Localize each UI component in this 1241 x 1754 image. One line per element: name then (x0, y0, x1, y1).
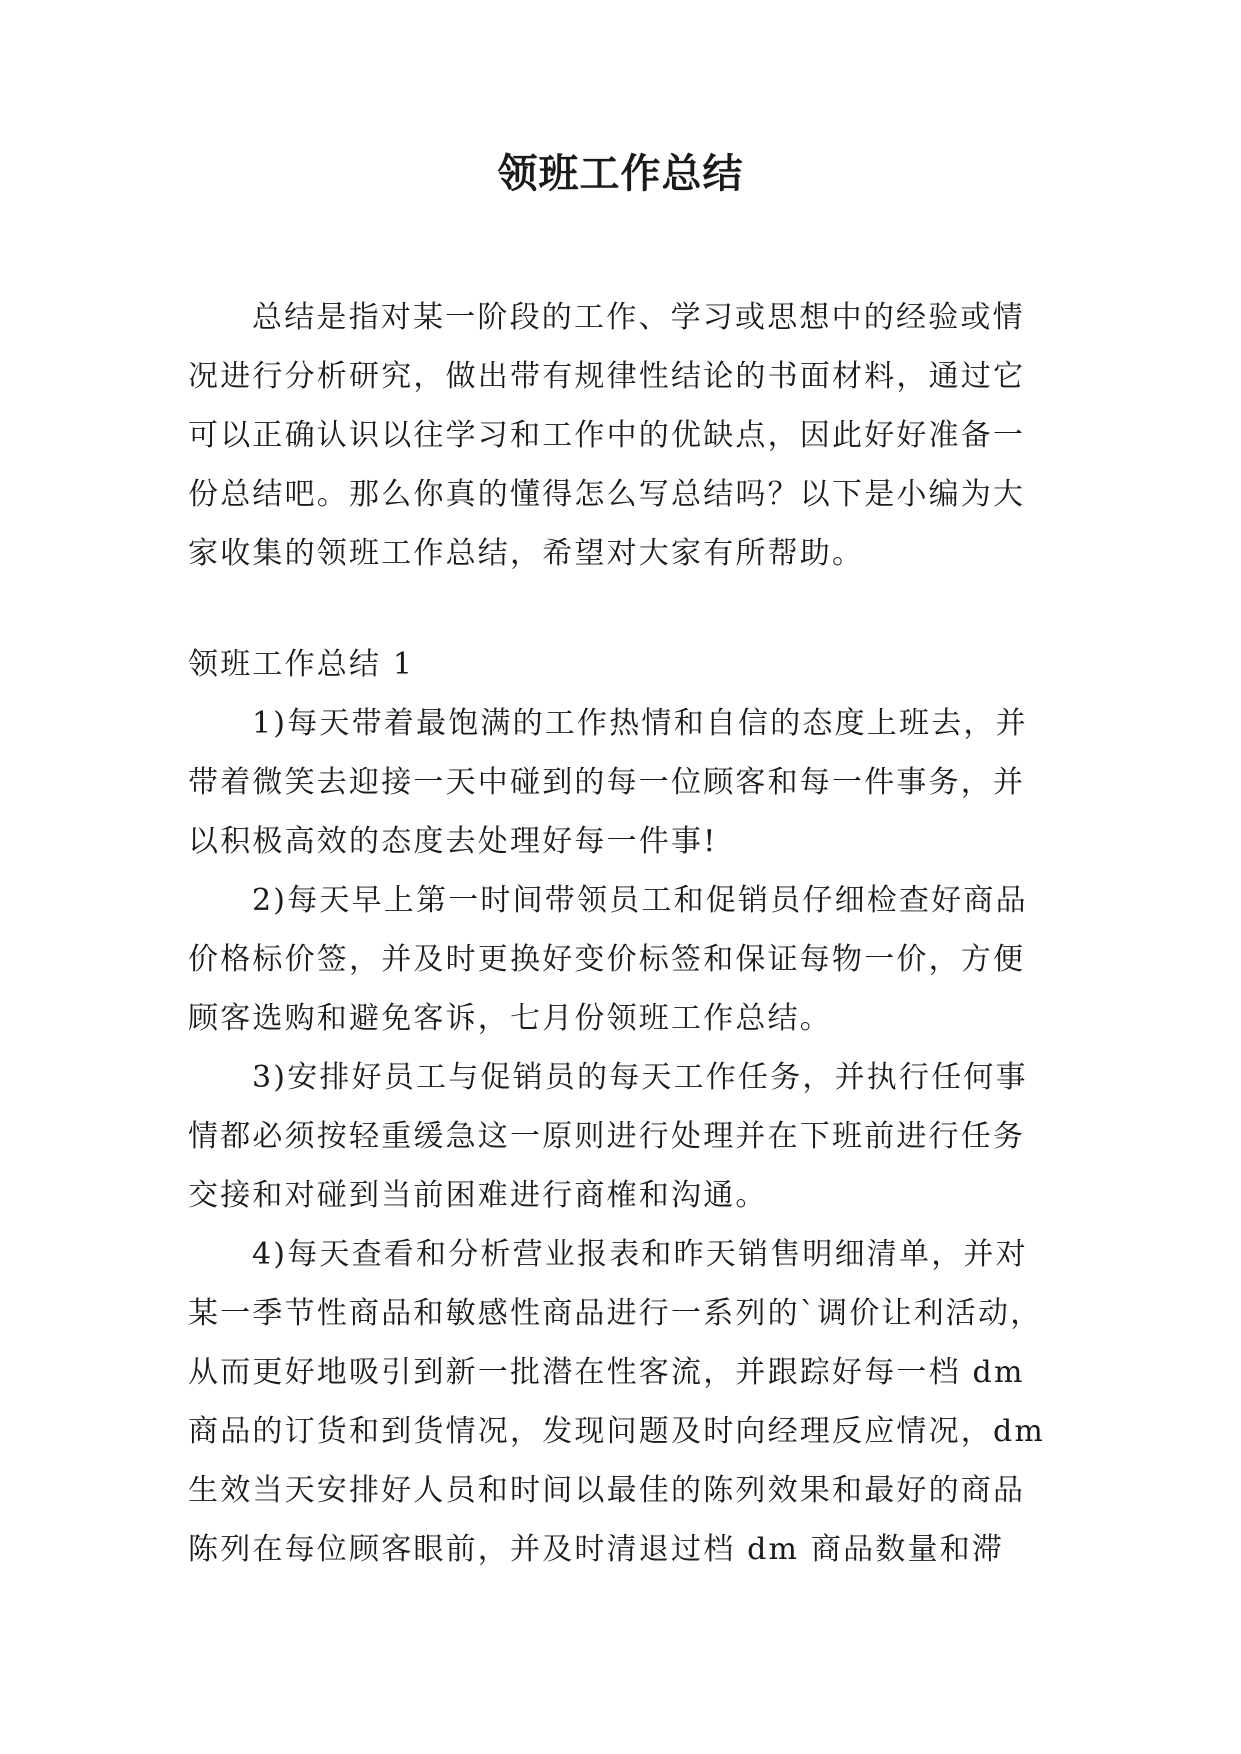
section-heading: 领班工作总结 1 (188, 647, 415, 682)
list-item: 3)安排好员工与促销员的每天工作任务，并执行任何事情都必须按轻重缓急这一原则进行处理并在下班前进行任务交接和对碰到当前困难进行商榷和沟通。 (188, 1060, 1028, 1213)
list-item: 4)每天查看和分析营业报表和昨天销售明细清单，并对某一季节性商品和敏感性商品进行一系列的`调价让利活动，从而更好地吸引到新一批潜在性客流，并跟踪好每一档 dm 商品的订货和到货情况，发现问题及时向经理反应情况，dm 生效当天安排好人员和时间以最佳的陈列效果和最好的商品陈列在每位顾客眼前，并及时清退过档 dm 商品数量和滞 (188, 1237, 1046, 1567)
list-item: 2)每天早上第一时间带领员工和促销员仔细检查好商品价格标价签，并及时更换好变价标签和保证每物一价，方便顾客选购和避免客诉，七月份领班工作总结。 (188, 883, 1028, 1036)
list-item: 1)每天带着最饱满的工作热情和自信的态度上班去，并带着微笑去迎接一天中碰到的每一位顾客和每一件事务，并以积极高效的态度去处理好每一件事! (188, 706, 1028, 859)
document-title: 领班工作总结 (497, 151, 744, 197)
item-list (188, 694, 1054, 1579)
intro-paragraph: 总结是指对某一阶段的工作、学习或思想中的经验或情况进行分析研究，做出带有规律性结论的书面材料，通过它可以正确认识以往学习和工作中的优缺点，因此好好准备一份总结吧。那么你真的懂得怎么写总结吗？以下是小编为大家收集的领班工作总结，希望对大家有所帮助。 (188, 300, 1026, 571)
